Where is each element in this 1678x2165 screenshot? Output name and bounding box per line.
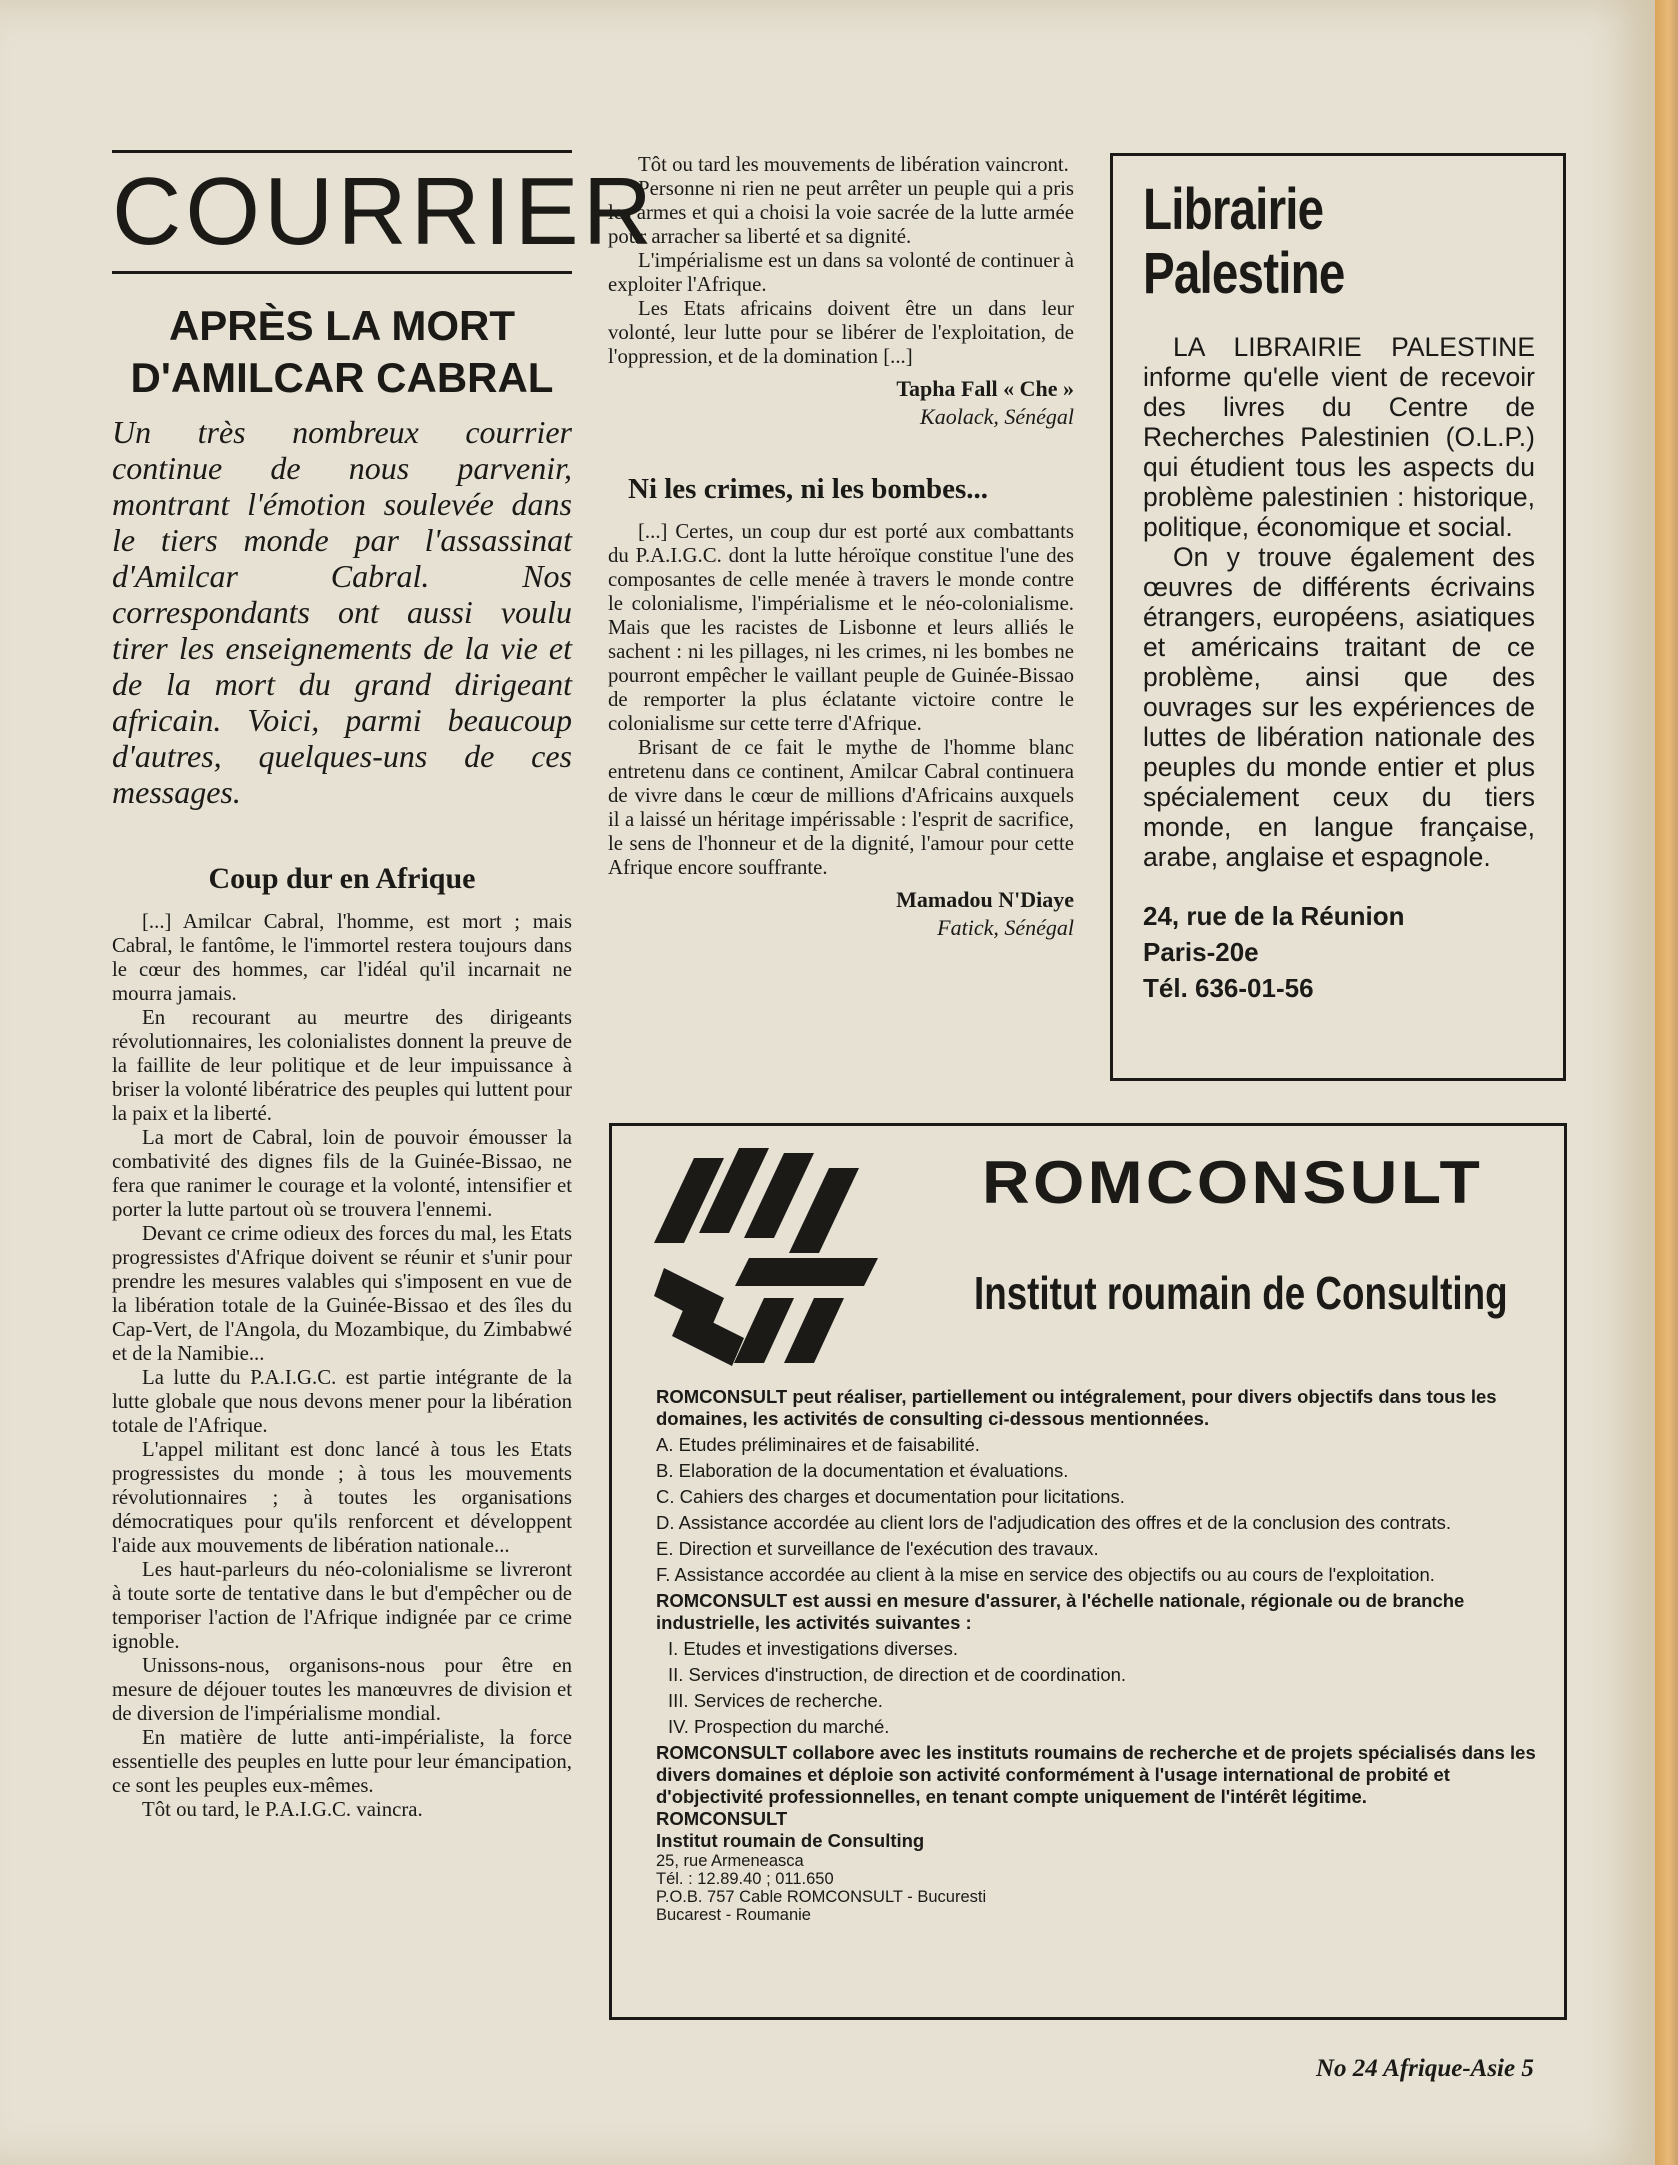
intro-text: Un très nombreux courrier continue de nous parvenir, montrant l'émotion soulevée dans le tiers monde par l'assassinat d'Amilcar Cabral. Nos correspondants ont aussi voulu tirer les enseignements de la vie et de la mort du grand dirigeant africain. Voici, parmi beaucoup d'autres, quelques-uns de ces messages.: [112, 414, 572, 810]
paragraph: Tôt ou tard les mouvements de libération vaincront.: [638, 153, 1069, 176]
librairie-text: [1143, 332, 1535, 872]
paragraph: Tôt ou tard, le P.A.I.G.C. vaincra.: [142, 1798, 423, 1821]
romconsult-ad: [609, 1123, 1567, 2020]
romconsult-body: [656, 1386, 1536, 1924]
romconsult-lead-1: ROMCONSULT peut réaliser, partiellement ou intégralement, pour divers objectifs dans tous les domaines, les activités de consulting ci-dessous mentionnées.: [656, 1386, 1497, 1429]
letter1-title: Coup dur en Afrique: [208, 862, 476, 895]
section-title: COURRIER: [112, 158, 657, 265]
signature-place: Fatick, Sénégal: [937, 915, 1074, 940]
paragraph: L'appel militant est donc lancé à tous les Etats progressistes du monde ; à tous les mouvements révolutionnaires ; à toutes les organisations démocratiques pour qu'ils renforcent et développent l'aide aux mouvements de libération nationale...: [112, 1438, 572, 1557]
list-item: B. Elaboration de la documentation et évaluations.: [656, 1460, 1069, 1481]
paragraph: L'impérialisme est un dans sa volonté de continuer à exploiter l'Afrique.: [608, 249, 1074, 296]
contact-name: ROMCONSULT: [656, 1808, 788, 1829]
paragraph: Devant ce crime odieux des forces du mal, les Etats progressistes d'Afrique doivent se réunir et s'unir pour prendre les mesures valables qui s'imposent en vue de la libération totale de la Guinée-Bissao et des îles du Cap-Vert, de l'Angola, du Mozambique, du Zimbabwé et de la Namibie...: [112, 1222, 572, 1365]
signature-name: Tapha Fall « Che »: [896, 376, 1074, 401]
paragraph: La lutte du P.A.I.G.C. est partie intégrante de la lutte globale que nous devons mener pour la libération totale de l'Afrique.: [112, 1366, 572, 1437]
romconsult-lead-3: ROMCONSULT collabore avec les instituts roumains de recherche et de projets spécialisés dans les divers domaines et déploie son activité conformément à l'usage international de probité et d'objectivité professionnelles, en tenant compte uniquement de l'intérêt légitime.: [656, 1742, 1536, 1807]
letter1-continuation: [608, 153, 1074, 369]
romconsult-logo-icon: [654, 1148, 878, 1366]
list-item: III. Services de recherche.: [668, 1690, 883, 1711]
romconsult-institute: Institut roumain de Consulting: [974, 1267, 1508, 1319]
librairie-title-1: Librairie: [1143, 177, 1324, 242]
paragraph: La mort de Cabral, loin de pouvoir émousser la combativité des dignes fils de la Guinée-Bissao, ne fera que ranimer le courage et la volonté, intensifier et porter la lutte partout où se trouvera l'ennemi.: [112, 1126, 572, 1221]
paragraph: Unissons-nous, organisons-nous pour être en mesure de déjouer toutes les manœuvres de division et de diversion de l'impérialisme mondial.: [112, 1654, 572, 1725]
paragraph: En recourant au meurtre des dirigeants révolutionnaires, les colonialistes donnent la preuve de la faillite de leur politique et de leur impuissance à briser la volonté libératrice des peuples qui luttent pour la paix et la liberté.: [112, 1006, 572, 1125]
signature-1: [608, 375, 1074, 431]
list-item: E. Direction et surveillance de l'exécution des travaux.: [656, 1538, 1099, 1559]
issue-number: No 24: [1316, 2055, 1378, 2082]
librairie-paragraph: LA LIBRAIRIE PALESTINE informe qu'elle vient de recevoir des livres du Centre de Recherches Palestinien (O.L.P.) qui étudient tous les aspects du problème palestinien : historique, politique, économique et social.: [1143, 332, 1535, 542]
paragraph: En matière de lutte anti-impérialiste, la force essentielle des peuples en lutte pour leur émancipation, ce sont les peuples eux-mêmes.: [112, 1726, 572, 1797]
address-city: Paris-20e: [1143, 937, 1259, 967]
letter2-body: [608, 520, 1074, 880]
middle-column: [608, 153, 1074, 942]
paragraph: Brisant de ce fait le mythe de l'homme blanc entretenu dans ce continent, Amilcar Cabral continuera de vivre dans le cœur de millions d'Africains auxquels il a laissé un héritage impérissable : l'esprit de sacrifice, le sens de l'honneur et de la dignité, l'amour pour cette Afrique encore souffrante.: [608, 736, 1074, 879]
page-edge: [1655, 0, 1678, 2165]
list-item: II. Services d'instruction, de direction et de coordination.: [668, 1664, 1127, 1685]
paragraph: Les haut-parleurs du néo-colonialisme se livreront à toute sorte de tentative dans le but d'empêcher ou de temporiser l'action de l'Afrique indignée par ce crime ignoble.: [112, 1558, 572, 1653]
headline-line-2: D'AMILCAR CABRAL: [130, 354, 554, 401]
romconsult-lead-2: ROMCONSULT est aussi en mesure d'assurer, à l'échelle nationale, régionale ou de branche industrielle, les activités suivantes :: [656, 1590, 1465, 1633]
romconsult-name: ROMCONSULT: [982, 1149, 1484, 1216]
signature-name: Mamadou N'Diaye: [896, 887, 1074, 912]
headline: [112, 300, 572, 404]
contact-street: 25, rue Armeneasca: [656, 1852, 804, 1870]
headline-line-1: APRÈS LA MORT: [168, 302, 516, 349]
librairie-title-2: Palestine: [1143, 241, 1345, 306]
librairie-paragraph: On y trouve également des œuvres de différents écrivains étrangers, européens, asiatiques et américains traitant de ce problème, ainsi que des ouvrages sur les expériences de luttes de libération nationale des peuples du monde entier et plus spécialement ceux du tiers monde, en langue française, arabe, anglaise et espagnole.: [1143, 542, 1535, 872]
signature-place: Kaolack, Sénégal: [920, 404, 1074, 429]
paragraph: [...] Certes, un coup dur est porté aux combattants du P.A.I.G.C. dont la lutte héroïque constitue l'une des composantes de celle menée à travers le monde contre le colonialisme, l'impérialisme et le néo-colonialisme. Mais que les racistes de Lisbonne et leurs alliés le sachent : ni les pillages, ni les crimes, ni les bombes ne pourront empêcher le vaillant peuple de Guinée-Bissao de remporter la plus éclatante victoire contre le colonialisme sur cette terre d'Afrique.: [608, 520, 1074, 735]
page-footer: [1316, 2055, 1534, 2083]
list-item: D. Assistance accordée au client lors de l'adjudication des offres et de la conclusion des contrats.: [656, 1512, 1452, 1533]
signature-2: [608, 886, 1074, 942]
contact-pob: P.O.B. 757 Cable ROMCONSULT - Bucuresti: [656, 1888, 987, 1906]
contact-city: Bucarest - Roumanie: [656, 1906, 811, 1924]
left-column: [112, 150, 657, 1822]
paragraph: Les Etats africains doivent être un dans leur volonté, leur lutte pour se libérer de l'exploitation, de l'oppression, et de la domination [...]: [608, 297, 1074, 368]
list-item: F. Assistance accordée au client à la mise en service des objectifs ou au cours de l'exploitation.: [656, 1564, 1435, 1585]
bottom-rule: [112, 271, 572, 274]
page-number: 5: [1521, 2055, 1534, 2082]
contact-tel: Tél. : 12.89.40 ; 011.650: [656, 1870, 834, 1888]
magazine-name: Afrique-Asie: [1383, 2055, 1516, 2082]
letter2-title: Ni les crimes, ni les bombes...: [628, 473, 989, 505]
address-phone: Tél. 636-01-56: [1143, 973, 1314, 1003]
paragraph: Personne ni rien ne peut arrêter un peuple qui a pris les armes et qui a choisi la voie sacrée de la lutte armée pour arracher sa liberté et sa dignité.: [608, 177, 1074, 248]
librairie-address: [1143, 898, 1535, 1006]
list-item: IV. Prospection du marché.: [668, 1716, 890, 1737]
letter1-body: [112, 910, 572, 1822]
address-street: 24, rue de la Réunion: [1143, 901, 1405, 931]
contact-institute: Institut roumain de Consulting: [656, 1830, 925, 1851]
list-item: C. Cahiers des charges et documentation pour licitations.: [656, 1486, 1125, 1507]
list-item: I. Etudes et investigations diverses.: [668, 1638, 958, 1659]
list-item: A. Etudes préliminaires et de faisabilité.: [656, 1434, 980, 1455]
paragraph: [...] Amilcar Cabral, l'homme, est mort ; mais Cabral, le fantôme, le l'immortel restera toujours dans le cœur des hommes, car l'idéal qu'il incarnait ne mourra jamais.: [112, 910, 572, 1005]
librairie-ad: [1110, 153, 1566, 1081]
